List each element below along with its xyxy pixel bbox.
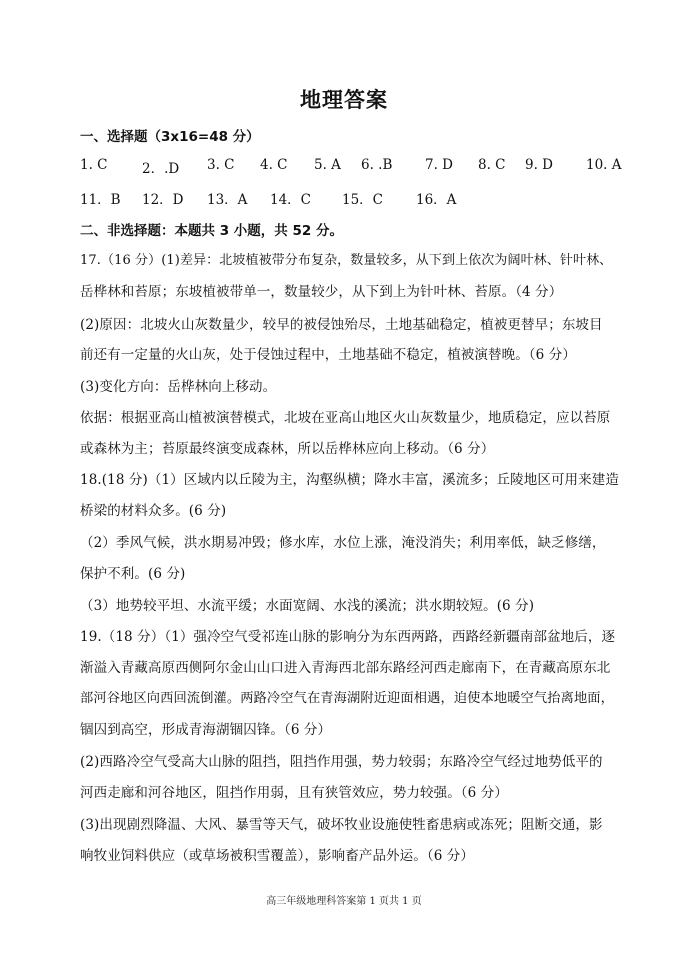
mc-answer: 1. C xyxy=(80,157,108,173)
answer-line: 响牧业饲料供应（或草场被积雪覆盖），影响畜产品外运。（6 分） xyxy=(80,848,474,864)
mc-answer: 2．.D xyxy=(142,161,180,177)
mc-answer: 15．C xyxy=(342,192,384,208)
answer-line: 岳桦林和苔原；东坡植被带单一，数量较少，从下到上为针叶林、苔原。（4 分） xyxy=(80,284,563,300)
mc-answer: 8. C xyxy=(478,157,506,173)
mc-answer-row-1 xyxy=(80,157,620,177)
mc-answer: 4. C xyxy=(260,157,288,173)
answer-line: (3)出现剧烈降温、大风、暴雪等天气，破坏牧业设施使牲畜患病或冻死；阻断交通，影 xyxy=(80,817,603,833)
answer-line: 18.(18 分)（1）区域内以丘陵为主，沟壑纵横；降水丰富，溪流多；丘陵地区可用来建造 xyxy=(80,472,619,488)
answer-line: 前还有一定量的火山灰，处于侵蚀过程中，土地基础不稳定，植被演替晚。（6 分） xyxy=(80,347,576,363)
section-multiple-choice-heading: 一、选择题（3x16=48 分） xyxy=(80,129,260,145)
answer-line: 19.（18 分）（1）强冷空气受祁连山脉的影响分为东西两路，西路经新疆南部盆地后，逐 xyxy=(80,629,616,645)
mc-answer: 16．A xyxy=(416,192,457,208)
answer-line: 或森林为主；苔原最终演变成森林，所以岳桦林应向上移动。（6 分） xyxy=(80,441,495,457)
mc-answer: 3. C xyxy=(207,157,235,173)
mc-answer: 12．D xyxy=(142,192,184,208)
mc-answer: 11．B xyxy=(80,192,121,208)
answer-line: 河西走廊和河谷地区，阻挡作用弱，且有狭管效应，势力较强。（6 分） xyxy=(80,785,508,801)
answer-line: (3)变化方向：岳桦林向上移动。 xyxy=(80,379,277,395)
page-title: 地理答案 xyxy=(300,88,388,112)
mc-answer: 6. .B xyxy=(361,157,393,173)
answer-line: 桥梁的材料众多。(6 分) xyxy=(80,503,227,519)
answer-line: （2）季风气候，洪水期易冲毁；修水库，水位上涨，淹没消失；利用率低，缺乏修缮， xyxy=(80,535,606,551)
answer-line: 17.（16 分）(1)差异：北坡植被带分布复杂，数量较多，从下到上依次为阔叶林、针叶林、 xyxy=(80,253,613,268)
mc-answer: 13．A xyxy=(207,192,248,208)
answer-line: (2)原因：北坡火山灰数量少，较早的被侵蚀殆尽，土地基础稳定，植被更替早；东坡目 xyxy=(80,317,603,333)
answer-line: 锢囚到高空，形成青海湖锢囚锋。（6 分） xyxy=(80,722,332,738)
mc-answer: 10. A xyxy=(586,157,622,173)
mc-answer: 9. D xyxy=(525,157,553,173)
mc-answer: 7. D xyxy=(425,157,453,173)
answer-line: （3）地势较平坦、水流平缓；水面宽阔、水浅的溪流；洪水期较短。(6 分) xyxy=(80,598,535,614)
page-footer: 高三年级地理科答案第 1 页共 1 页 xyxy=(266,896,422,907)
mc-answer-row-2 xyxy=(80,188,620,208)
answer-line: 渐溢入青藏高原西侧阿尔金山山口进入青海西北部东路经河西走廊南下，在青藏高原东北 xyxy=(80,660,611,676)
answer-line: 依据：根据亚高山植被演替模式，北坡在亚高山地区火山灰数量少，地质稳定，应以苔原 xyxy=(80,410,611,426)
section-non-choice-heading: 二、非选择题：本题共 3 小题，共 52 分。 xyxy=(80,223,343,239)
mc-answer: 14．C xyxy=(270,192,312,208)
answer-line: 部河谷地区向西回流倒灌。两路冷空气在青海湖附近迎面相遇，迫使本地暖空气抬离地面， xyxy=(80,691,615,706)
mc-answer: 5. A xyxy=(314,157,341,173)
answer-line: 保护不利。(6 分) xyxy=(80,566,186,582)
answer-line: (2)西路冷空气受高大山脉的阻挡，阻挡作用强，势力较弱；东路冷空气经过地势低平的 xyxy=(80,754,603,770)
